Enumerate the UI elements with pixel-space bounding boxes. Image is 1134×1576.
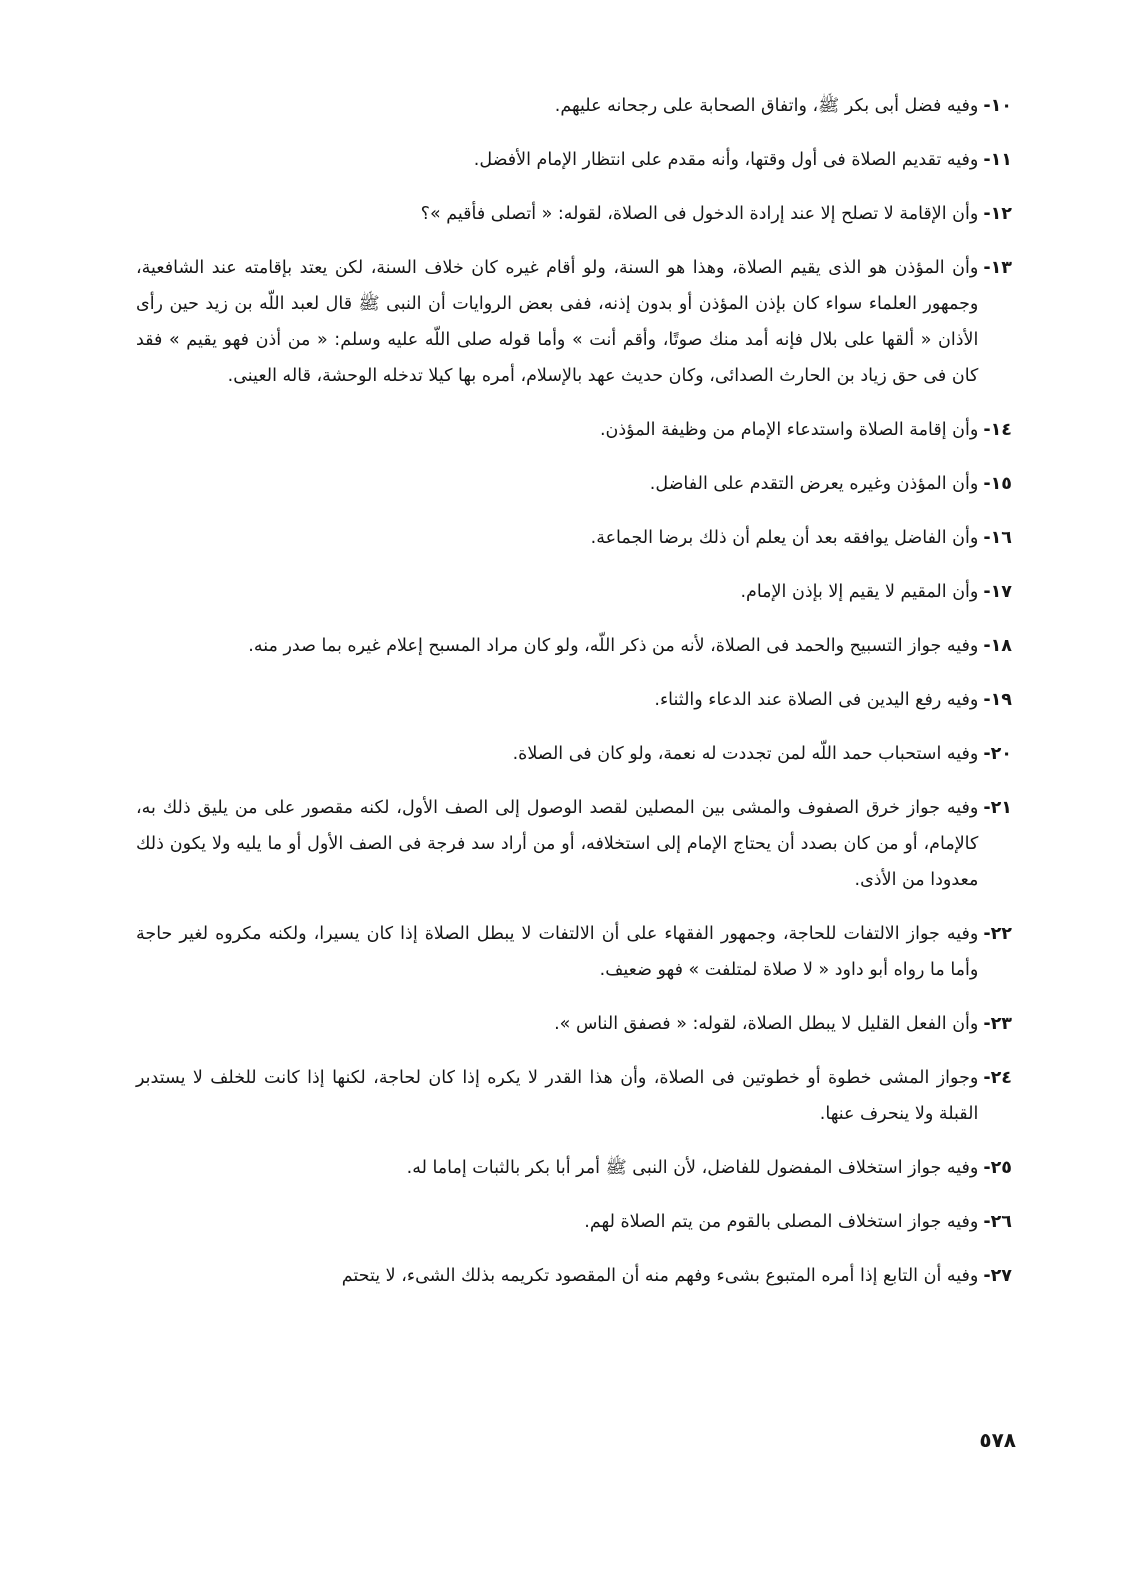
item-number: ٢٧-: [983, 1266, 1012, 1286]
list-item: [136, 916, 1012, 988]
list-item: [136, 790, 1012, 898]
list-item: [136, 1150, 1012, 1186]
list-item: [136, 520, 1012, 556]
item-number: ١٢-: [983, 204, 1012, 224]
list-item: [136, 250, 1012, 394]
item-text: وفيه أن التابع إذا أمره المتبوع بشىء وفهم منه أن المقصود تكريمه بذلك الشىء، لا يتحتم: [341, 1266, 979, 1286]
list-item: [136, 1060, 1012, 1132]
item-text: وفيه جواز الالتفات للحاجة، وجمهور الفقهاء على أن الالتفات لا يبطل الصلاة إذا كان يسيرا، ولكنه مكروه لغير حاجة وأما ما رواه أبو داود « لا صلاة لمتلفت » فهو ضعيف.: [136, 924, 979, 980]
list-item: [136, 1204, 1012, 1240]
item-number: ١٨-: [983, 636, 1012, 656]
item-text: وفيه استحباب حمد اللّه لمن تجددت له نعمة، ولو كان فى الصلاة.: [512, 744, 979, 764]
list-item: [136, 88, 1012, 124]
list-item: [136, 412, 1012, 448]
item-text: وفيه جواز استخلاف المصلى بالقوم من يتم الصلاة لهم.: [584, 1212, 979, 1232]
list-item: [136, 466, 1012, 502]
item-number: ٢٢-: [983, 924, 1012, 944]
item-number: ٢٦-: [983, 1212, 1012, 1232]
item-number: ١٧-: [983, 582, 1012, 602]
item-number: ١٤-: [983, 420, 1012, 440]
item-text: وفيه جواز خرق الصفوف والمشى بين المصلين لقصد الوصول إلى الصف الأول، لكنه مقصور على من يليق ذلك به، كالإمام، أو من كان بصدد أن يحتاج الإمام إلى استخلافه، أو من أراد سد فرجة فى الصف الأول أو ما يليه ولا يكون ذلك معدودا من الأذى.: [136, 798, 979, 890]
list-item: [136, 574, 1012, 610]
item-number: ١١-: [983, 150, 1012, 170]
item-number: ٢٠-: [983, 744, 1012, 764]
list-item: [136, 628, 1012, 664]
item-number: ٢٤-: [983, 1068, 1012, 1088]
item-text: وفيه فضل أبى بكر ﷺ، واتفاق الصحابة على رجحانه عليهم.: [554, 96, 979, 116]
item-text: وأن الفعل القليل لا يبطل الصلاة، لقوله: « فصفق الناس ».: [554, 1014, 979, 1034]
item-text: وفيه تقديم الصلاة فى أول وقتها، وأنه مقدم على انتظار الإمام الأفضل.: [473, 150, 979, 170]
item-text: وأن المقيم لا يقيم إلا بإذن الإمام.: [740, 582, 979, 602]
item-number: ٢١-: [983, 798, 1012, 818]
item-number: ١٦-: [983, 528, 1012, 548]
item-text: وفيه جواز التسبيح والحمد فى الصلاة، لأنه من ذكر اللّه، ولو كان مراد المسبح إعلام غيره بما صدر منه.: [248, 636, 979, 656]
item-number: ١٠-: [983, 96, 1012, 116]
numbered-list: [136, 88, 1012, 1312]
list-item: [136, 682, 1012, 718]
item-number: ٢٥-: [983, 1158, 1012, 1178]
item-text: وجواز المشى خطوة أو خطوتين فى الصلاة، وأن هذا القدر لا يكره إذا كان لحاجة، لكنها إذا كانت للخلف لا يستدبر القبلة ولا ينحرف عنها.: [136, 1068, 979, 1124]
list-item: [136, 142, 1012, 178]
list-item: [136, 736, 1012, 772]
list-item: [136, 196, 1012, 232]
item-text: وأن المؤذن هو الذى يقيم الصلاة، وهذا هو السنة، ولو أقام غيره كان خلاف السنة، لكن يعتد بإقامته عند الشافعية، وجمهور العلماء سواء كان بإذن المؤذن أو بدون إذنه، ففى بعض الروايات أن النبى ﷺ قال لعبد اللّه بن زيد حين رأى الأذان « ألقها على بلال فإنه أمد منك صوتًا، وأقم أنت » وأما قوله صلى اللّه عليه وسلم: « من أذن فهو يقيم » فقد كان فى حق زياد بن الحارث الصدائى، وكان حديث عهد بالإسلام، أمره بها كيلا تدخله الوحشة، قاله العينى.: [136, 258, 979, 386]
item-number: ١٣-: [983, 258, 1012, 278]
item-text: وأن الفاضل يوافقه بعد أن يعلم أن ذلك برضا الجماعة.: [590, 528, 979, 548]
list-item: [136, 1006, 1012, 1042]
item-text: وأن المؤذن وغيره يعرض التقدم على الفاضل.: [649, 474, 979, 494]
item-number: ١٥-: [983, 474, 1012, 494]
item-number: ١٩-: [983, 690, 1012, 710]
item-text: وأن إقامة الصلاة واستدعاء الإمام من وظيفة المؤذن.: [599, 420, 979, 440]
item-number: ٢٣-: [983, 1014, 1012, 1034]
list-item: [136, 1258, 1012, 1294]
item-text: وفيه جواز استخلاف المفضول للفاضل، لأن النبى ﷺ أمر أبا بكر بالثبات إماما له.: [406, 1158, 979, 1178]
item-text: وأن الإقامة لا تصلح إلا عند إرادة الدخول فى الصلاة، لقوله: « أتصلى فأقيم »؟: [420, 204, 979, 224]
page-number: ٥٧٨: [979, 1428, 1016, 1452]
item-text: وفيه رفع اليدين فى الصلاة عند الدعاء والثناء.: [654, 690, 979, 710]
